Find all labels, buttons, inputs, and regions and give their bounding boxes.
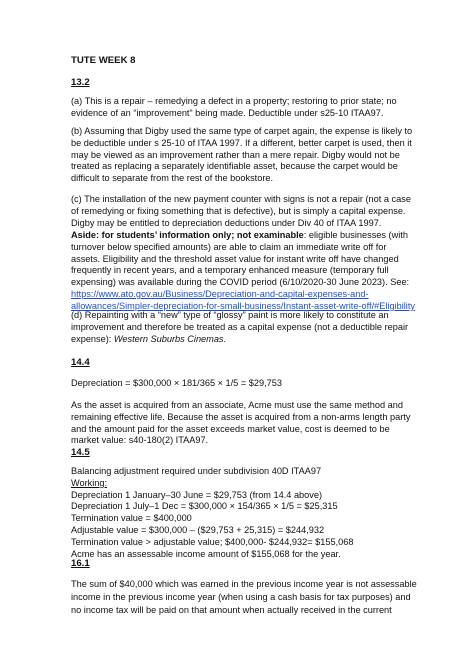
calc-14-4 xyxy=(71,378,411,390)
text-line: frequently in recent years, and a temporary enhanced measure (temporary full xyxy=(71,265,389,276)
text-line: Depreciation 1 January–30 June = $29,753 (from 14.4 above) xyxy=(71,489,323,500)
text-line: turnover below specified amounts) are able to claim an immediate write off for xyxy=(71,241,387,252)
text-line: As the asset is acquired from an associate, Acme must use the same method and xyxy=(71,400,403,410)
text-line: Termination value = $400,000 xyxy=(71,513,192,524)
aside-first-line: : eligible businesses (with xyxy=(303,230,408,240)
text-line: (b) Assuming that Digby used the same type of carpet again, the expense is likely to xyxy=(71,126,413,136)
text-line: Depreciation = $300,000 × 181/365 × 1/5 = $29,753 xyxy=(71,378,282,388)
paragraph-aside xyxy=(71,230,415,313)
paragraph-13-2-c xyxy=(71,194,411,229)
text-line: improvement and therefore be treated as a capital expense (not a deductible repair xyxy=(71,321,409,332)
text-line: income in the previous income year (when using a cash basis for tax purposes) and xyxy=(71,592,411,603)
section-heading-14-5: 14.5 xyxy=(71,447,90,458)
text-line: (c) The installation of the new payment counter with signs is not a repair (not a case xyxy=(71,194,411,204)
document-title: TUTE WEEK 8 xyxy=(71,55,136,66)
text-line: market value: s40-180(2) ITAA97. xyxy=(71,435,209,446)
text-line: (d) Repainting with a “new” type of “glossy” paint is more likely to constitute an xyxy=(71,310,389,320)
section-heading-13-2: 13.2 xyxy=(71,77,90,88)
text-line: expensing) was available during the COVID period (6/10/2020-30 June 2023). See: xyxy=(71,277,410,288)
case-citation: Western Suburbs Cinemas xyxy=(113,333,224,344)
text-line: be deductible under s 25-10 of ITAA 1997. If a different, better carpet is used, then it xyxy=(71,137,412,148)
section-heading-16-1: 16.1 xyxy=(71,558,90,569)
text-line: treated as replacing a separately identifiable asset, because the carpet would be xyxy=(71,161,398,172)
aside-bold-label: Aside: for students’ information only; not examinable xyxy=(71,230,304,240)
paragraph-13-2-b xyxy=(71,126,411,185)
text-line: difficult to separate from the rest of the bookstore. xyxy=(71,173,274,184)
paragraph-14-4 xyxy=(71,400,411,447)
paragraph-16-1 xyxy=(71,578,417,618)
text-line: Depreciation 1 July–1 Dec = $300,000 × 154/365 × 1/5 = $25,315 xyxy=(71,501,338,512)
text-line: Digby may be entitled to depreciation deductions under Div 40 of ITAA 1997. xyxy=(71,217,382,228)
text-line: (a) This is a repair – remedying a defect in a property; restoring to prior state; no xyxy=(71,96,397,106)
d-last-pre: expense): xyxy=(71,333,114,344)
working-label: Working: xyxy=(71,477,108,488)
section-heading-14-4: 14.4 xyxy=(71,357,90,368)
text-line: Adjustable value = $300,000 – ($29,753 + 25,315) = $244,932 xyxy=(71,524,325,535)
paragraph-13-2-d xyxy=(71,310,411,345)
text-line: of remedying or fixing something that is defective), but is simply a capital expense. xyxy=(71,205,406,216)
text-line: and the amount paid for the asset exceeds market value, cost is deemed to be xyxy=(71,423,390,434)
text-line: evidence of an “improvement” being made. Deductible under s25-10 ITAA97. xyxy=(71,107,384,118)
paragraph-14-5 xyxy=(71,466,411,560)
d-last-post: . xyxy=(223,333,227,344)
text-line xyxy=(71,334,411,346)
paragraph-13-2-a xyxy=(71,96,411,120)
text-line: Balancing adjustment required under subdivision 40D ITAA97 xyxy=(71,466,322,476)
text-line: Termination value > adjustable value; $400,000- $244,932= $155,068 xyxy=(71,536,354,547)
text-line: remaining effective life. Because the asset is acquired from a non-arms length party xyxy=(71,411,411,422)
text-line: no income tax will be paid on that amount when actually received in the current xyxy=(71,605,392,616)
text-line: The sum of $40,000 which was earned in the previous income year is not assessable xyxy=(71,579,417,589)
ato-link-line-1[interactable]: https://www.ato.gov.au/Business/Depreciation-and-capital-expenses-and- xyxy=(71,288,369,299)
text-line: assets. Eligibility and the threshold asset value for instant write off have changed xyxy=(71,253,399,264)
text-line xyxy=(71,230,411,242)
text-line: Acme has an assessable income amount of $155,068 for the year. xyxy=(71,548,341,559)
ato-link-line-2[interactable]: allowances/Simpler-depreciation-for-small-business/Instant-asset-write-off/#Eligibility xyxy=(71,300,415,311)
text-line: may be viewed as an improvement rather than a mere repair. Digby would not be xyxy=(71,149,400,160)
